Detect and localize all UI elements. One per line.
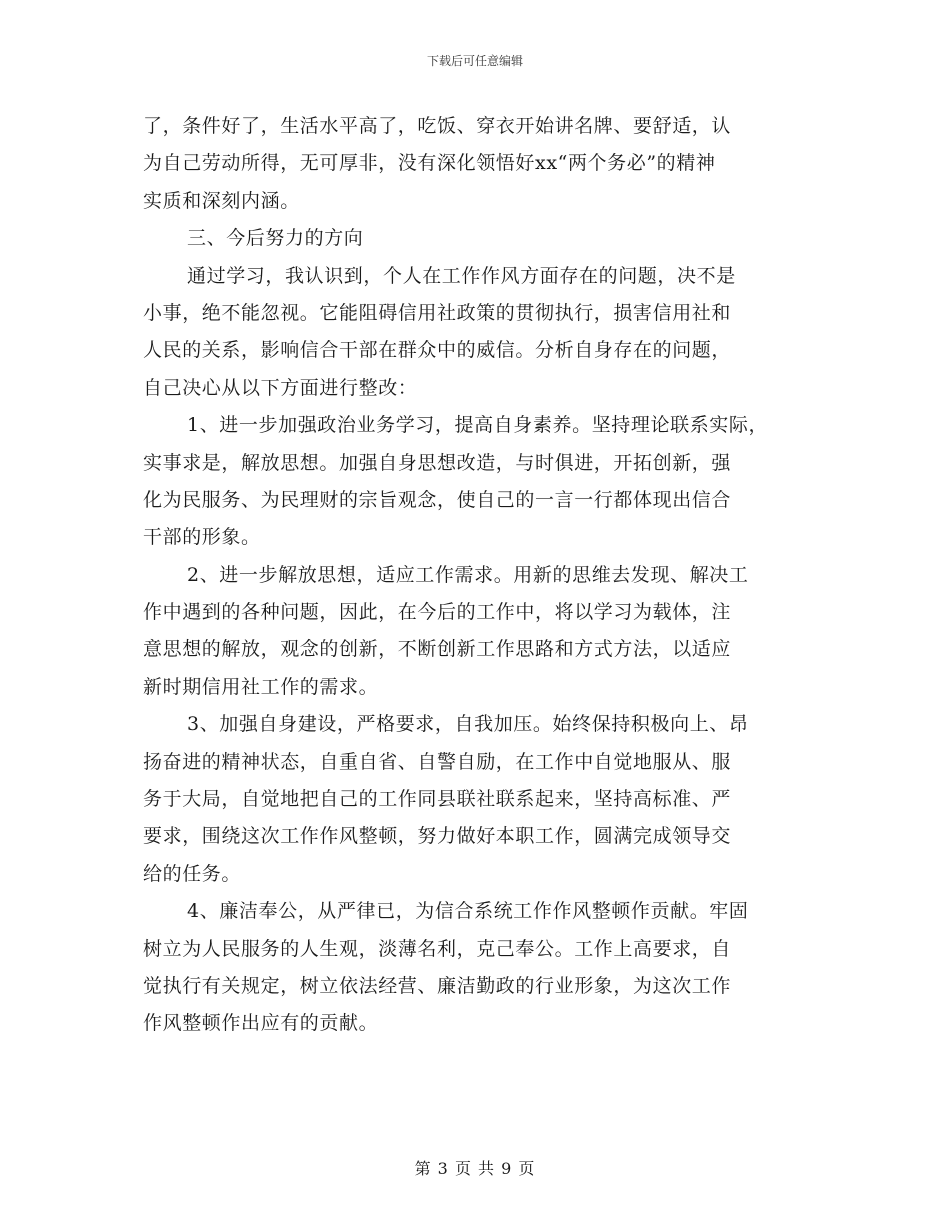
text-line: 觉执行有关规定，树立依法经营、廉洁勤政的行业形象，为这次工作 [143,974,732,997]
text-line: 通过学习，我认识到，个人在工作作风方面存在的问题，决不是 [187,264,736,287]
text-line: 自己决心从以下方面进行整改： [143,376,418,399]
text-line: 要求，围绕这次工作作风整顿，努力做好本职工作，圆满完成领导交 [143,825,732,848]
text-line: 意思想的解放，观念的创新，不断创新工作思路和方式方法，以适应 [143,638,732,661]
text-line: 扬奋进的精神状态，自重自省、自警自励，在工作中自觉地服从、服 [143,750,732,773]
text-line: 务于大局，自觉地把自己的工作同县联社联系起来，坚持高标准、严 [143,788,732,811]
text-line: 小事，绝不能忽视。它能阻碍信用社政策的贯彻执行，损害信用社和 [143,301,732,324]
page-header: 下载后可任意编辑 [426,54,523,68]
text-line: 1、进一步加强政治业务学习，提高自身素养。坚持理论联系实际， [187,414,769,437]
text-line: 了，条件好了，生活水平高了，吃饭、穿衣开始讲名牌、要舒适，认 [143,115,732,137]
text-line: 化为民服务、为民理财的宗旨观念，使自己的一言一行都体现出信合 [143,488,732,511]
text-line: 人民的关系，影响信合干部在群众中的威信。分析自身存在的问题， [143,339,732,362]
text-line: 新时期信用社工作的需求。 [143,675,379,698]
text-line: 4、廉洁奉公，从严律已，为信合系统工作作风整顿作贡献。牢固 [187,900,749,923]
text-line: 实质和深刻内涵。 [143,189,300,212]
text-line: 给的任务。 [143,862,242,885]
text-line: 作中遇到的各种问题，因此，在今后的工作中，将以学习为载体，注 [143,601,732,624]
text-line: 作风整顿作出应有的贡献。 [143,1012,379,1035]
text-line: 实事求是，解放思想。加强自身思想改造，与时俱进，开拓创新，强 [143,451,732,474]
text-line: 3、加强自身建设，严格要求，自我加压。始终保持积极向上、昂 [187,713,749,736]
text-line: 为自己劳动所得，无可厚非，没有深化领悟好xx“两个务必”的精神 [143,152,716,175]
text-line: 三、今后努力的方向 [187,227,364,250]
page-number-footer: 第 3 页 共 9 页 [414,1159,536,1178]
text-line: 2、进一步解放思想，适应工作需求。用新的思维去发现、解决工 [187,563,749,586]
text-line: 树立为人民服务的人生观，淡薄名利，克己奉公。工作上高要求，自 [143,937,732,960]
text-line: 干部的形象。 [143,526,261,549]
document-body [143,108,833,1043]
